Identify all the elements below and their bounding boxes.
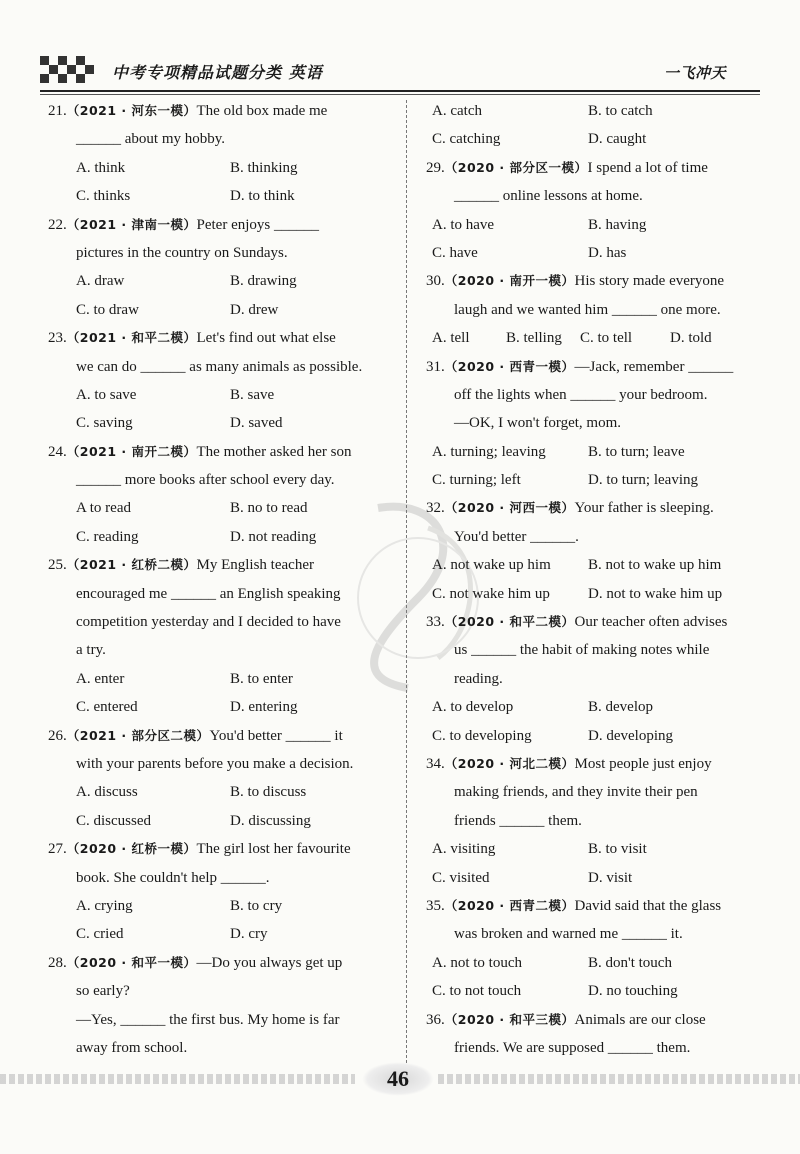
answer-option: D. saved bbox=[230, 415, 283, 432]
answer-option: C. have bbox=[432, 244, 478, 261]
answer-option: C. entered bbox=[76, 699, 138, 716]
option-row bbox=[48, 693, 398, 721]
answer-option: A. visiting bbox=[432, 841, 496, 858]
question-line bbox=[426, 381, 756, 409]
question-text: —Jack, remember ______ bbox=[574, 358, 734, 375]
question-number: 27. bbox=[48, 841, 67, 858]
question-block bbox=[48, 835, 398, 949]
question-text: —OK, I won't forget, mom. bbox=[454, 415, 621, 432]
question-block bbox=[48, 551, 398, 721]
answer-option: B. thinking bbox=[230, 159, 298, 176]
question-block bbox=[426, 494, 756, 608]
header-rule bbox=[40, 90, 760, 92]
answer-option: C. reading bbox=[76, 528, 139, 545]
question-source-tag: （2020 · 西青一模） bbox=[444, 358, 575, 374]
answer-option: B. to cry bbox=[230, 897, 283, 914]
answer-option: C. to not touch bbox=[432, 983, 522, 1000]
question-text: The girl lost her favourite bbox=[196, 841, 351, 858]
question-block bbox=[426, 267, 756, 352]
answer-option: C. not wake him up bbox=[432, 585, 550, 602]
option-row bbox=[48, 494, 398, 522]
question-line bbox=[426, 608, 756, 636]
option-row bbox=[426, 835, 756, 863]
question-line bbox=[48, 97, 398, 125]
question-text: ______ online lessons at home. bbox=[454, 188, 643, 205]
question-source-tag: （2020 · 河北二模） bbox=[444, 755, 575, 771]
question-block bbox=[48, 211, 398, 325]
answer-option: D. cry bbox=[230, 926, 268, 943]
option-row bbox=[48, 523, 398, 551]
option-row bbox=[426, 693, 756, 721]
question-line bbox=[48, 125, 398, 153]
question-line bbox=[426, 353, 756, 381]
option-row bbox=[426, 864, 756, 892]
question-text: making friends, and they invite their pen bbox=[454, 784, 698, 801]
question-line bbox=[48, 1006, 398, 1034]
question-number: 21. bbox=[48, 103, 67, 119]
question-line bbox=[426, 778, 756, 806]
question-text: away from school. bbox=[76, 1039, 188, 1056]
question-line bbox=[48, 353, 398, 381]
answer-option: D. visit bbox=[588, 869, 633, 886]
answer-option: C. to tell bbox=[580, 330, 633, 347]
option-row bbox=[48, 778, 398, 806]
book-title: 中考专项精品试题分类 英语 bbox=[112, 63, 323, 82]
question-line bbox=[48, 466, 398, 494]
question-line bbox=[48, 835, 398, 863]
question-line bbox=[426, 182, 756, 210]
question-source-tag: （2020 · 南开一模） bbox=[444, 273, 575, 289]
question-line bbox=[426, 636, 756, 664]
option-row bbox=[48, 409, 398, 437]
question-text: His story made everyone bbox=[574, 273, 725, 290]
answer-option: A. tell bbox=[432, 330, 470, 347]
answer-option: C. turning; left bbox=[432, 472, 521, 489]
question-source-tag: （2020 · 和平三模） bbox=[444, 1011, 575, 1027]
question-source-tag: （2021 · 河东一模） bbox=[66, 103, 197, 118]
question-text: Our teacher often advises bbox=[574, 614, 728, 631]
question-source-tag: （2020 · 和平二模） bbox=[444, 614, 575, 630]
answer-option: B. to turn; leave bbox=[588, 443, 685, 460]
answer-option: B. drawing bbox=[230, 273, 297, 290]
question-text: so early? bbox=[76, 983, 130, 1000]
option-row bbox=[48, 381, 398, 409]
question-text: friends. We are supposed ______ them. bbox=[454, 1039, 691, 1056]
question-block bbox=[426, 154, 756, 268]
question-source-tag: （2020 · 河西一模） bbox=[444, 500, 575, 516]
question-text: book. She couldn't help ______. bbox=[76, 869, 270, 886]
question-block bbox=[426, 353, 756, 495]
page-header bbox=[0, 0, 800, 100]
question-block bbox=[426, 892, 756, 1006]
question-line bbox=[426, 494, 756, 522]
question-text: was broken and warned me ______ it. bbox=[454, 926, 683, 943]
footer-band-right bbox=[438, 1074, 800, 1084]
question-text: ______ more books after school every day. bbox=[76, 472, 335, 489]
question-line bbox=[426, 750, 756, 778]
question-number: 34. bbox=[426, 755, 445, 772]
question-line bbox=[48, 324, 398, 352]
answer-option: A. crying bbox=[76, 897, 133, 914]
question-block bbox=[426, 97, 756, 154]
option-row bbox=[426, 551, 756, 579]
question-text: off the lights when ______ your bedroom. bbox=[454, 386, 708, 403]
question-line bbox=[48, 722, 398, 750]
answer-option: A. draw bbox=[76, 273, 125, 290]
question-line bbox=[48, 864, 398, 892]
question-line bbox=[426, 267, 756, 295]
question-line bbox=[48, 580, 398, 608]
header-rule-thin bbox=[40, 94, 760, 95]
question-text: My English teacher bbox=[196, 557, 314, 574]
answer-option: C. saving bbox=[76, 415, 133, 432]
question-block bbox=[426, 1006, 756, 1063]
answer-option: B. not to wake up him bbox=[588, 557, 722, 574]
question-block bbox=[48, 438, 398, 552]
question-line bbox=[426, 523, 756, 551]
question-text: friends ______ them. bbox=[454, 812, 582, 829]
question-text: competition yesterday and I decided to have bbox=[76, 614, 341, 631]
checker-logo-icon bbox=[40, 56, 98, 90]
question-line bbox=[48, 949, 398, 977]
answer-option: A. discuss bbox=[76, 784, 138, 801]
question-text: The mother asked her son bbox=[196, 443, 352, 460]
answer-option: B. to discuss bbox=[230, 784, 307, 801]
answer-option: D. entering bbox=[230, 699, 298, 716]
question-text: we can do ______ as many animals as possible. bbox=[76, 358, 363, 375]
question-text: Your father is sleeping. bbox=[574, 500, 714, 517]
question-text: reading. bbox=[454, 670, 503, 687]
question-number: 31. bbox=[426, 358, 445, 375]
question-text: Let's find out what else bbox=[196, 330, 336, 347]
option-row bbox=[426, 466, 756, 494]
question-source-tag: （2020 · 部分区一模） bbox=[444, 159, 588, 175]
question-line bbox=[48, 438, 398, 466]
question-line bbox=[48, 636, 398, 664]
answer-option: D. not to wake him up bbox=[588, 585, 723, 602]
question-text: —Yes, ______ the first bus. My home is far bbox=[76, 1011, 340, 1028]
answer-option: C. to developing bbox=[432, 727, 532, 744]
answer-option: B. save bbox=[230, 386, 275, 403]
answer-option: D. developing bbox=[588, 727, 673, 744]
question-number: 24. bbox=[48, 443, 67, 460]
question-text: us ______ the habit of making notes while bbox=[454, 642, 710, 659]
question-text: —Do you always get up bbox=[196, 954, 343, 971]
option-row bbox=[48, 182, 398, 210]
answer-option: D. to turn; leaving bbox=[588, 472, 698, 489]
question-line bbox=[48, 750, 398, 778]
question-block bbox=[48, 324, 398, 438]
question-line bbox=[48, 608, 398, 636]
question-line bbox=[426, 807, 756, 835]
question-number: 32. bbox=[426, 500, 445, 517]
question-text: You'd better ______. bbox=[454, 528, 579, 545]
left-column bbox=[48, 97, 398, 1062]
question-line bbox=[426, 296, 756, 324]
option-row bbox=[426, 580, 756, 608]
question-text: laugh and we wanted him ______ one more. bbox=[454, 301, 721, 318]
question-source-tag: （2021 · 南开二模） bbox=[66, 443, 197, 459]
answer-option: C. visited bbox=[432, 869, 490, 886]
question-source-tag: （2020 · 和平一模） bbox=[66, 954, 197, 970]
answer-option: C. catching bbox=[432, 131, 501, 148]
answer-option: B. develop bbox=[588, 699, 653, 716]
answer-option: B. to catch bbox=[588, 103, 653, 119]
question-source-tag: （2021 · 部分区二模） bbox=[66, 727, 210, 743]
question-number: 22. bbox=[48, 216, 67, 233]
question-line bbox=[426, 409, 756, 437]
question-text: pictures in the country on Sundays. bbox=[76, 244, 288, 261]
option-row bbox=[48, 267, 398, 295]
question-number: 36. bbox=[426, 1011, 445, 1028]
question-line bbox=[426, 154, 756, 182]
answer-option: B. telling bbox=[506, 330, 562, 347]
answer-option: C. discussed bbox=[76, 812, 151, 829]
answer-option: B. having bbox=[588, 216, 647, 233]
question-text: I spend a lot of time bbox=[587, 159, 708, 176]
question-line bbox=[426, 1034, 756, 1062]
answer-option: B. to enter bbox=[230, 670, 293, 687]
question-number: 33. bbox=[426, 614, 445, 631]
question-source-tag: （2021 · 津南一模） bbox=[66, 216, 197, 232]
question-number: 30. bbox=[426, 273, 445, 290]
question-block bbox=[48, 949, 398, 1063]
answer-option: A. to develop bbox=[432, 699, 514, 716]
question-text: Animals are our close bbox=[574, 1011, 706, 1028]
answer-option: A. turning; leaving bbox=[432, 443, 546, 460]
question-source-tag: （2021 · 和平二模） bbox=[66, 330, 197, 346]
option-row bbox=[48, 665, 398, 693]
question-block bbox=[426, 608, 756, 750]
answer-option: D. discussing bbox=[230, 812, 311, 829]
question-source-tag: （2020 · 红桥一模） bbox=[66, 841, 197, 857]
question-number: 23. bbox=[48, 330, 67, 347]
question-text: a try. bbox=[76, 642, 106, 659]
option-row bbox=[426, 125, 756, 153]
option-row bbox=[426, 722, 756, 750]
right-column bbox=[426, 97, 756, 1062]
question-text: Peter enjoys ______ bbox=[196, 216, 319, 233]
answer-option: A to read bbox=[76, 500, 131, 517]
answer-option: D. told bbox=[670, 330, 712, 347]
option-row bbox=[48, 920, 398, 948]
question-line bbox=[48, 551, 398, 579]
option-row bbox=[48, 892, 398, 920]
question-line bbox=[48, 1034, 398, 1062]
answer-option: A. not to touch bbox=[432, 954, 522, 971]
question-number: 26. bbox=[48, 727, 67, 744]
question-source-tag: （2021 · 红桥二模） bbox=[66, 557, 197, 573]
question-line bbox=[426, 920, 756, 948]
question-text: You'd better ______ it bbox=[209, 727, 343, 744]
answer-option: C. to draw bbox=[76, 301, 139, 318]
question-text: ______ about my hobby. bbox=[76, 131, 226, 148]
question-block bbox=[48, 722, 398, 836]
answer-option: A. to save bbox=[76, 386, 137, 403]
brand-name: 一飞冲天 bbox=[664, 64, 727, 82]
question-block bbox=[48, 97, 398, 211]
question-line bbox=[426, 665, 756, 693]
page-number: 46 bbox=[387, 1066, 409, 1091]
question-text: Most people just enjoy bbox=[574, 755, 712, 772]
answer-option: D. caught bbox=[588, 131, 647, 148]
answer-option: A. think bbox=[76, 159, 126, 176]
answer-option: A. catch bbox=[432, 103, 482, 119]
answer-option: D. to think bbox=[230, 188, 295, 205]
option-row bbox=[48, 296, 398, 324]
answer-option: A. not wake up him bbox=[432, 557, 551, 574]
option-row bbox=[48, 807, 398, 835]
answer-option: A. enter bbox=[76, 670, 125, 687]
option-row bbox=[426, 324, 756, 352]
answer-option: A. to have bbox=[432, 216, 495, 233]
answer-option: C. thinks bbox=[76, 188, 131, 205]
answer-option: D. has bbox=[588, 244, 627, 261]
answer-option: B. no to read bbox=[230, 500, 308, 517]
option-row bbox=[426, 438, 756, 466]
footer-band-left bbox=[0, 1074, 355, 1084]
question-number: 25. bbox=[48, 557, 67, 574]
page-number-badge bbox=[362, 1062, 434, 1096]
question-line bbox=[48, 239, 398, 267]
question-line bbox=[48, 211, 398, 239]
answer-option: D. drew bbox=[230, 301, 279, 318]
question-line bbox=[426, 1006, 756, 1034]
option-row bbox=[426, 977, 756, 1005]
option-row bbox=[426, 949, 756, 977]
question-number: 35. bbox=[426, 897, 445, 914]
answer-option: B. to visit bbox=[588, 841, 647, 858]
answer-option: D. not reading bbox=[230, 528, 317, 545]
question-line bbox=[48, 977, 398, 1005]
column-divider bbox=[406, 100, 407, 1068]
question-source-tag: （2020 · 西青二模） bbox=[444, 897, 575, 913]
answer-option: D. no touching bbox=[588, 983, 678, 1000]
question-text: encouraged me ______ an English speaking bbox=[76, 585, 341, 602]
answer-option: C. cried bbox=[76, 926, 124, 943]
option-row bbox=[48, 154, 398, 182]
question-line bbox=[426, 892, 756, 920]
question-block bbox=[426, 750, 756, 892]
question-number: 29. bbox=[426, 159, 445, 176]
answer-option: B. don't touch bbox=[588, 954, 672, 971]
question-text: The old box made me bbox=[196, 103, 328, 119]
question-text: with your parents before you make a decision. bbox=[76, 755, 354, 772]
option-row bbox=[426, 211, 756, 239]
option-row bbox=[426, 239, 756, 267]
question-number: 28. bbox=[48, 954, 67, 971]
question-text: David said that the glass bbox=[574, 897, 722, 914]
option-row bbox=[426, 97, 756, 125]
